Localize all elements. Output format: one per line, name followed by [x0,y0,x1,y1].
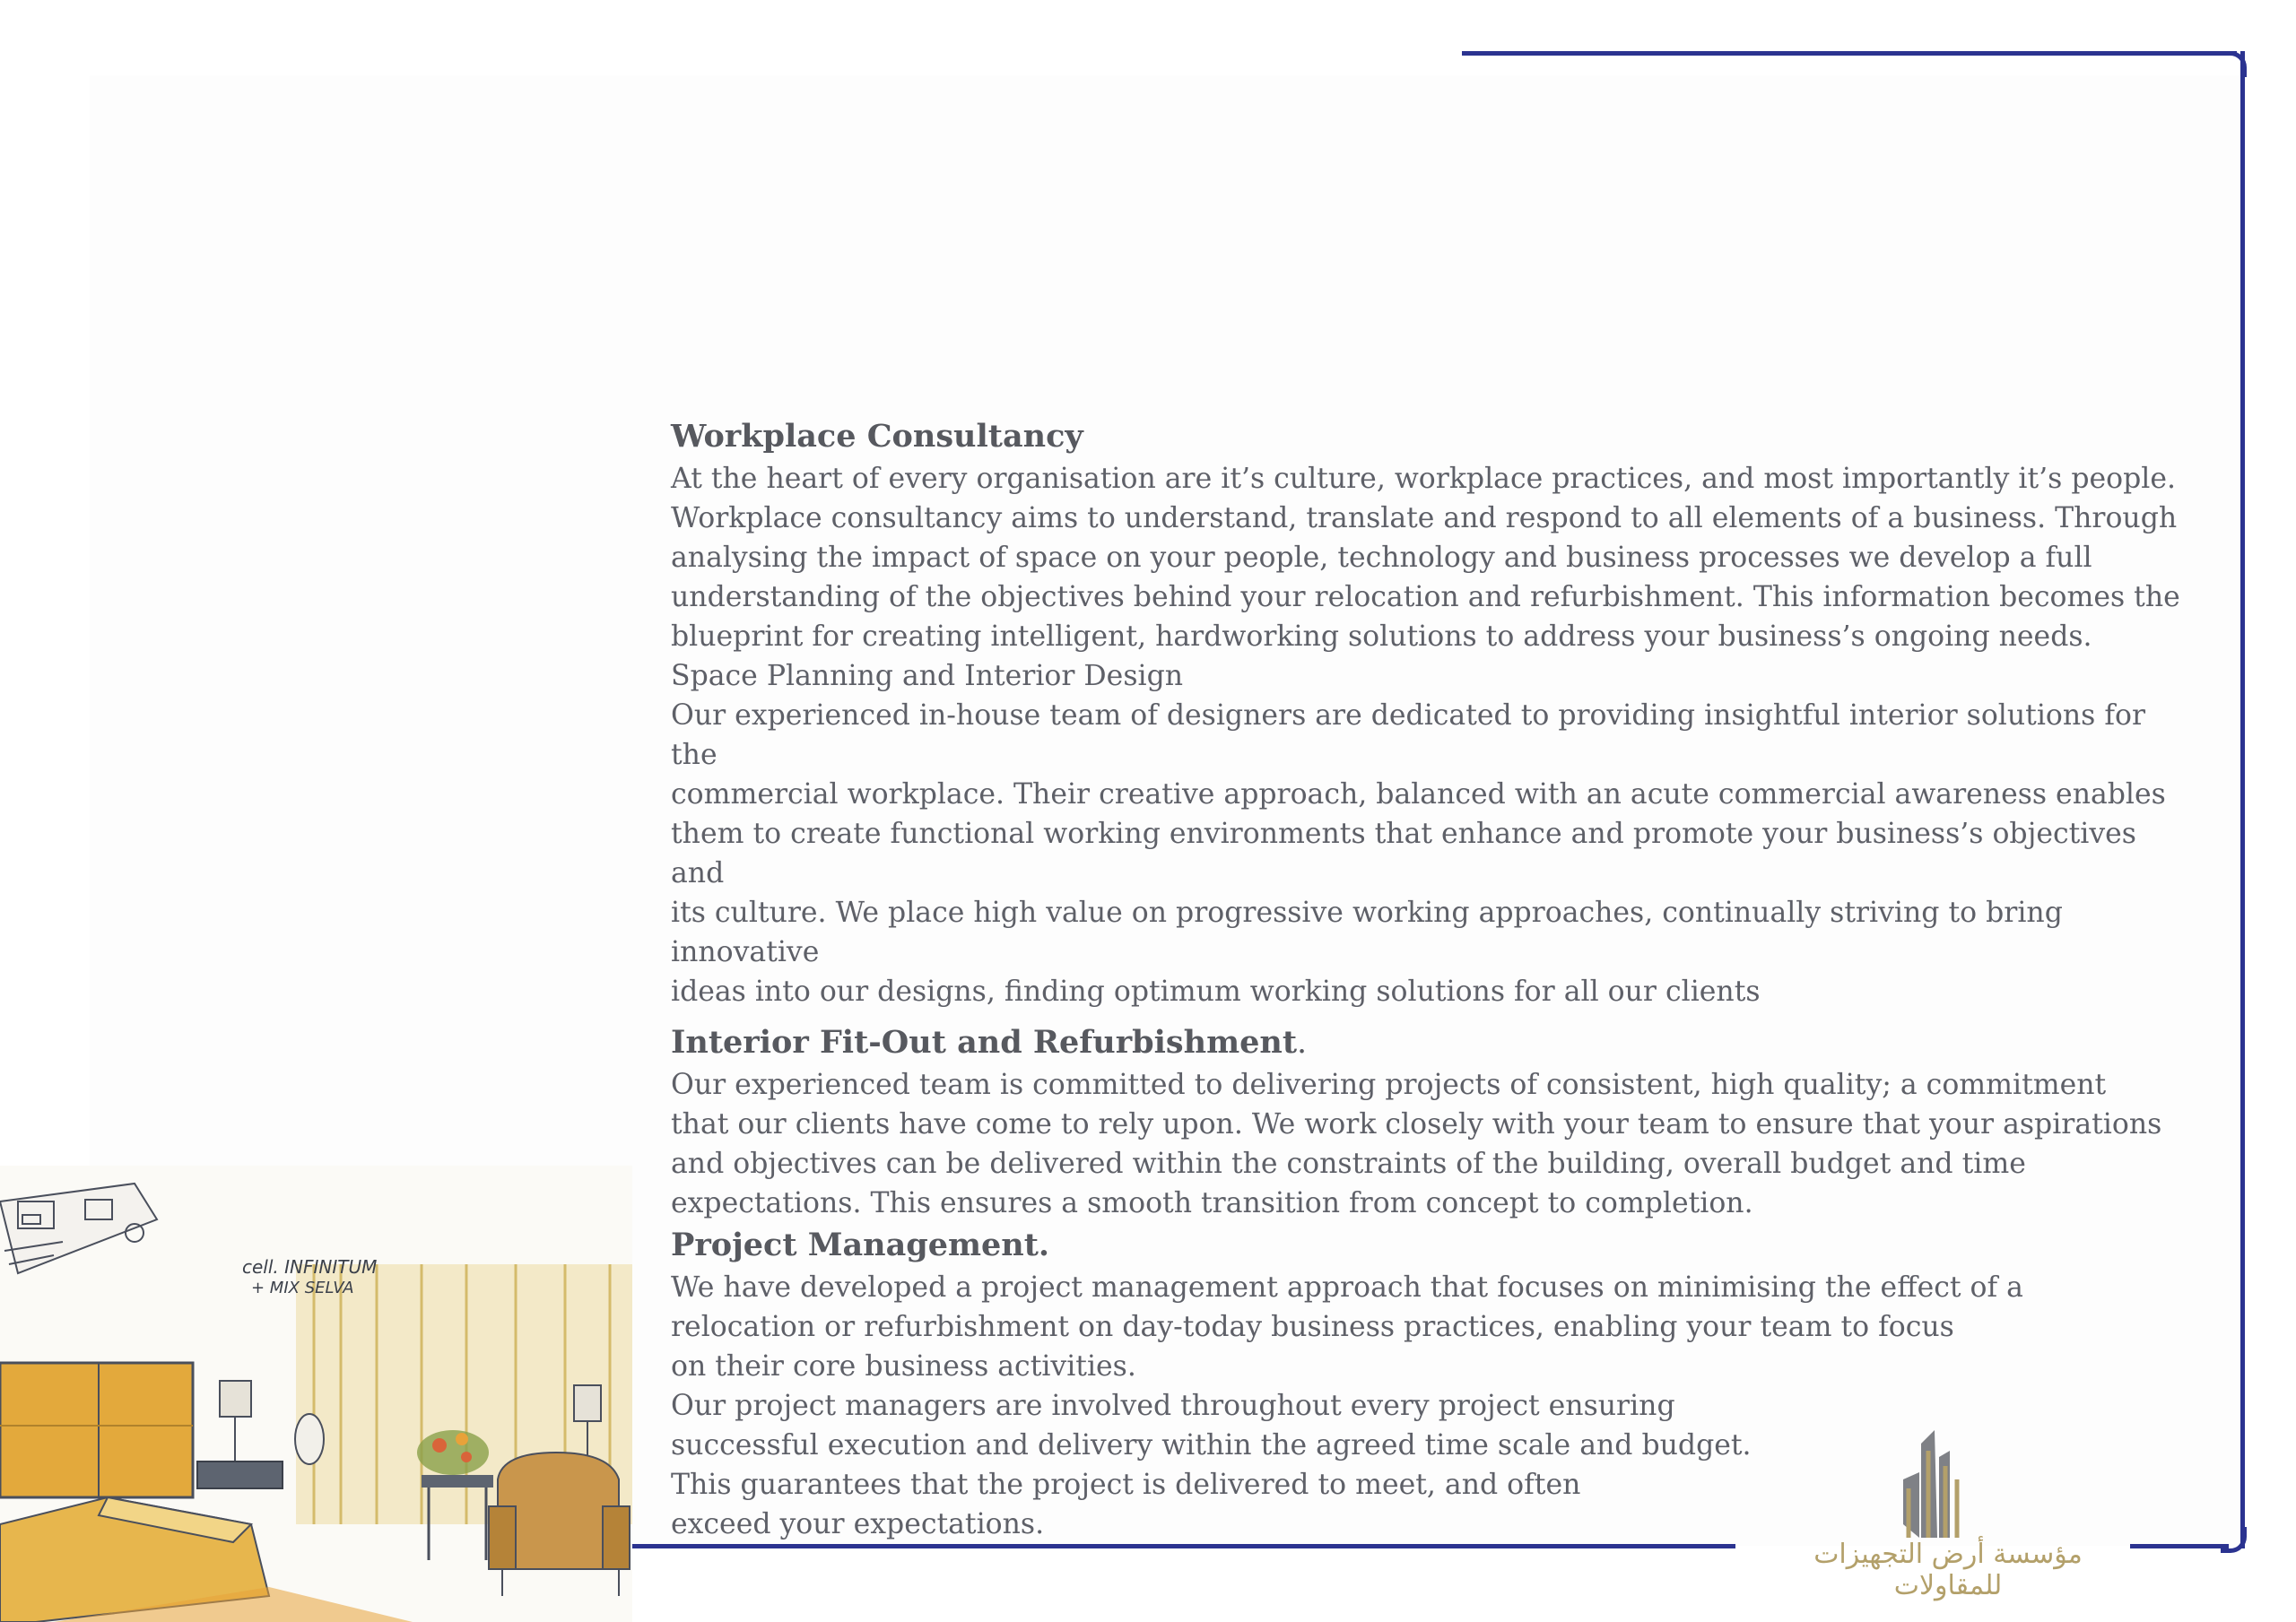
paragraph-line: Our experienced in-house team of designers are dedicated to providing insightful interior solutions for the [671,699,2145,771]
paragraph-line: Our experienced team is committed to delivering projects of consistent, high quality; a commitment [671,1069,2107,1101]
paragraph-line: blueprint for creating intelligent, hardworking solutions to address your business’s ongoing needs. [671,620,2092,653]
sketch-annotation-line1: cell. INFINITUM [242,1256,378,1278]
side-table [197,1462,283,1488]
paragraph-line: commercial workplace. Their creative approach, balanced with an acute commercial awareness enables [671,778,2166,811]
paragraph-line: and objectives can be delivered within the constraints of the building, overall budget and time [671,1148,2026,1180]
subheading-space-planning: Space Planning and Interior Design [671,660,1184,692]
headboard [0,1363,193,1497]
paragraph-line: exceed your expectations. [671,1508,1045,1540]
paragraph-line: successful execution and delivery within the agreed time scale and budget. [671,1429,1752,1462]
paragraph-line: This guarantees that the project is delivered to meet, and often [671,1469,1581,1501]
document-body [671,414,2196,1544]
paragraph-line: on their core business activities. [671,1350,1136,1383]
heading-fit-out-text: Interior Fit-Out and Refurbishment [671,1024,1298,1061]
company-logo-text: مؤسسة أرض التجهيزات للمقاولات [1813,1539,2083,1601]
paragraph-line: At the heart of every organisation are it’s culture, workplace practices, and most importantly it’s people. [671,463,2176,495]
paragraph-line: Our project managers are involved throughout every project ensuring [671,1390,1675,1422]
paragraph-line: Workplace consultancy aims to understand, translate and respond to all elements of a business. Through [671,502,2178,534]
paragraph-line: understanding of the objectives behind your relocation and refurbishment. This information becomes the [671,581,2180,613]
frame-right-border [2240,51,2245,1548]
paragraph-line: We have developed a project management approach that focuses on minimising the effect of a [671,1271,2023,1304]
heading-fit-out-period: . [1297,1025,1308,1061]
paragraph-line: ideas into our designs, finding optimum working solutions for all our clients [671,976,1761,1008]
paragraph-line: analysing the impact of space on your people, technology and business processes we develop a full [671,542,2092,574]
sketch-annotation-line2: + MIX SELVA [251,1279,354,1297]
paragraph-line: that our clients have come to rely upon. We work closely with your team to ensure that your aspirations [671,1108,2162,1141]
section-gap [671,1011,2196,1020]
frame-bottom-right-corner [2221,1527,2247,1553]
heading-workplace-consultancy: Workplace Consultancy [671,418,1083,455]
frame-bottom-border-left [628,1544,1735,1548]
interior-sketch-illustration [0,1166,632,1622]
paragraph-line: its culture. We place high value on progressive working approaches, continually striving to bring innovative [671,897,2063,968]
frame-bottom-border-right [2130,1544,2229,1548]
heading-project-management: Project Management. [671,1227,1050,1263]
paragraph-line: expectations. This ensures a smooth transition from concept to completion. [671,1187,1753,1219]
frame-top-border [1462,51,2237,56]
paragraph-line: relocation or refurbishment on day-today business practices, enabling your team to focus [671,1311,1954,1343]
heading-interior-fit-out [671,1020,2196,1065]
paragraph-line: them to create functional working environments that enhance and promote your business’s objectives and [671,818,2136,889]
